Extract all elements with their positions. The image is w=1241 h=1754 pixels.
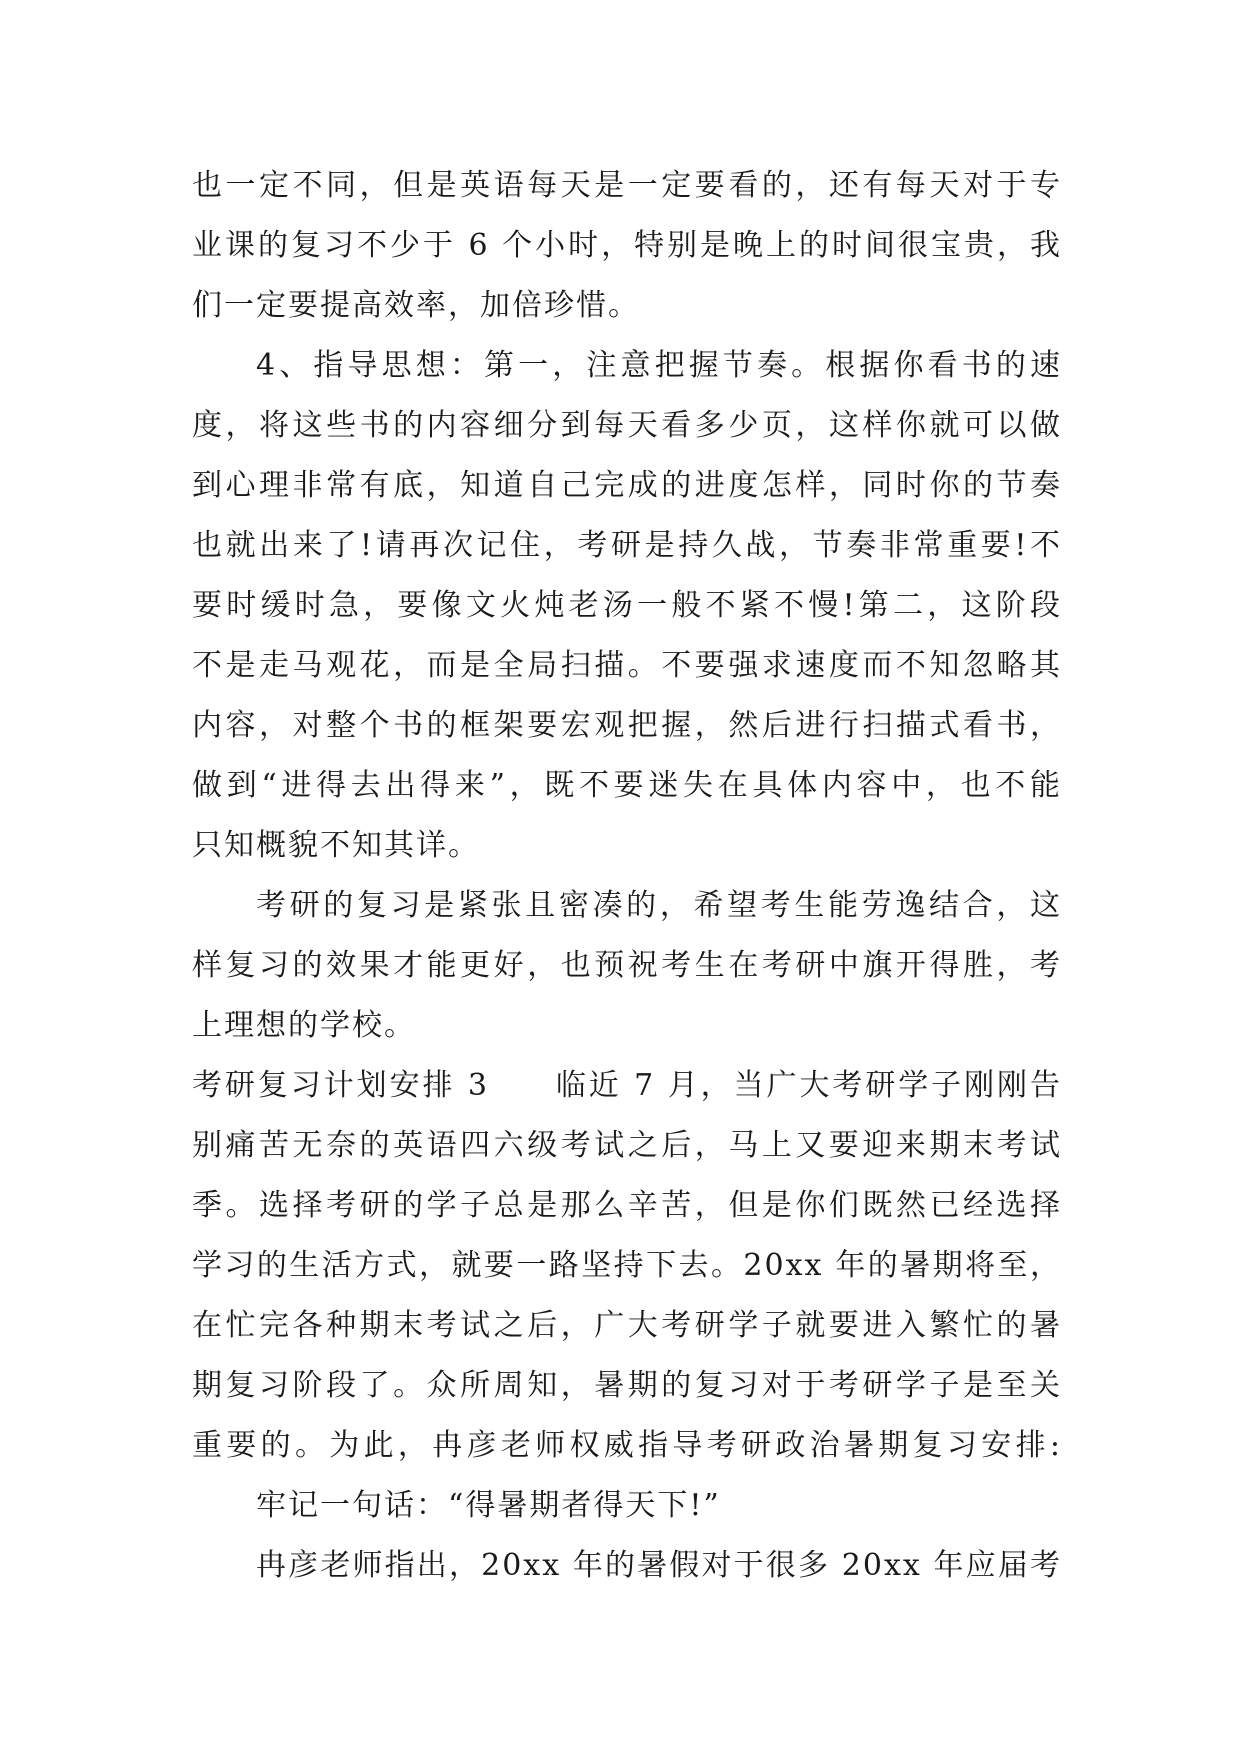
paragraph-first-line: 牢记一句话：“得暑期者得天下!” [256,1488,721,1523]
paragraph-first-line: 冉彦老师指出，20xx 年的暑假对于很多 20xx 年应届考 [256,1548,1062,1583]
text-line: 重要的。为此，冉彦老师权威指导考研政治暑期复习安排: [192,1428,1062,1463]
text-line: 季。选择考研的学子总是那么辛苦，但是你们既然已经选择 [192,1188,1062,1223]
text-line: 内容，对整个书的框架要宏观把握，然后进行扫描式看书， [192,708,1062,743]
text-line: 期复习阶段了。众所周知，暑期的复习对于考研学子是至关 [192,1368,1062,1403]
paragraph-first-line: 考研的复习是紧张且密凑的，希望考生能劳逸结合，这 [256,888,1062,923]
section-heading-line: 考研复习计划安排 3 临近 7 月，当广大考研学子刚刚告 [192,1068,1062,1103]
text-line: 只知概貌不知其详。 [192,828,480,863]
text-line: 做到“进得去出得来”，既不要迷失在具体内容中，也不能 [192,768,1062,803]
text-line: 也就出来了!请再次记住，考研是持久战，节奏非常重要!不 [192,528,1062,563]
text-line: 上理想的学校。 [192,1008,416,1043]
text-line: 到心理非常有底，知道自己完成的进度怎样，同时你的节奏 [192,468,1062,503]
text-line: 也一定不同，但是英语每天是一定要看的，还有每天对于专 [192,168,1062,203]
text-line: 要时缓时急，要像文火炖老汤一般不紧不慢!第二，这阶段 [192,588,1062,623]
text-line: 学习的生活方式，就要一路坚持下去。20xx 年的暑期将至， [192,1248,1062,1283]
text-line: 们一定要提高效率，加倍珍惜。 [192,288,640,323]
text-line: 业课的复习不少于 6 个小时，特别是晚上的时间很宝贵，我 [192,228,1062,263]
text-line: 度，将这些书的内容细分到每天看多少页，这样你就可以做 [192,408,1062,443]
text-line: 别痛苦无奈的英语四六级考试之后，马上又要迎来期末考试 [192,1128,1062,1163]
text-line: 不是走马观花，而是全局扫描。不要强求速度而不知忽略其 [192,648,1062,683]
paragraph-first-line: 4、指导思想：第一，注意把握节奏。根据你看书的速 [256,348,1062,383]
text-line: 在忙完各种期末考试之后，广大考研学子就要进入繁忙的暑 [192,1308,1062,1343]
text-line: 样复习的效果才能更好，也预祝考生在考研中旗开得胜，考 [192,948,1062,983]
